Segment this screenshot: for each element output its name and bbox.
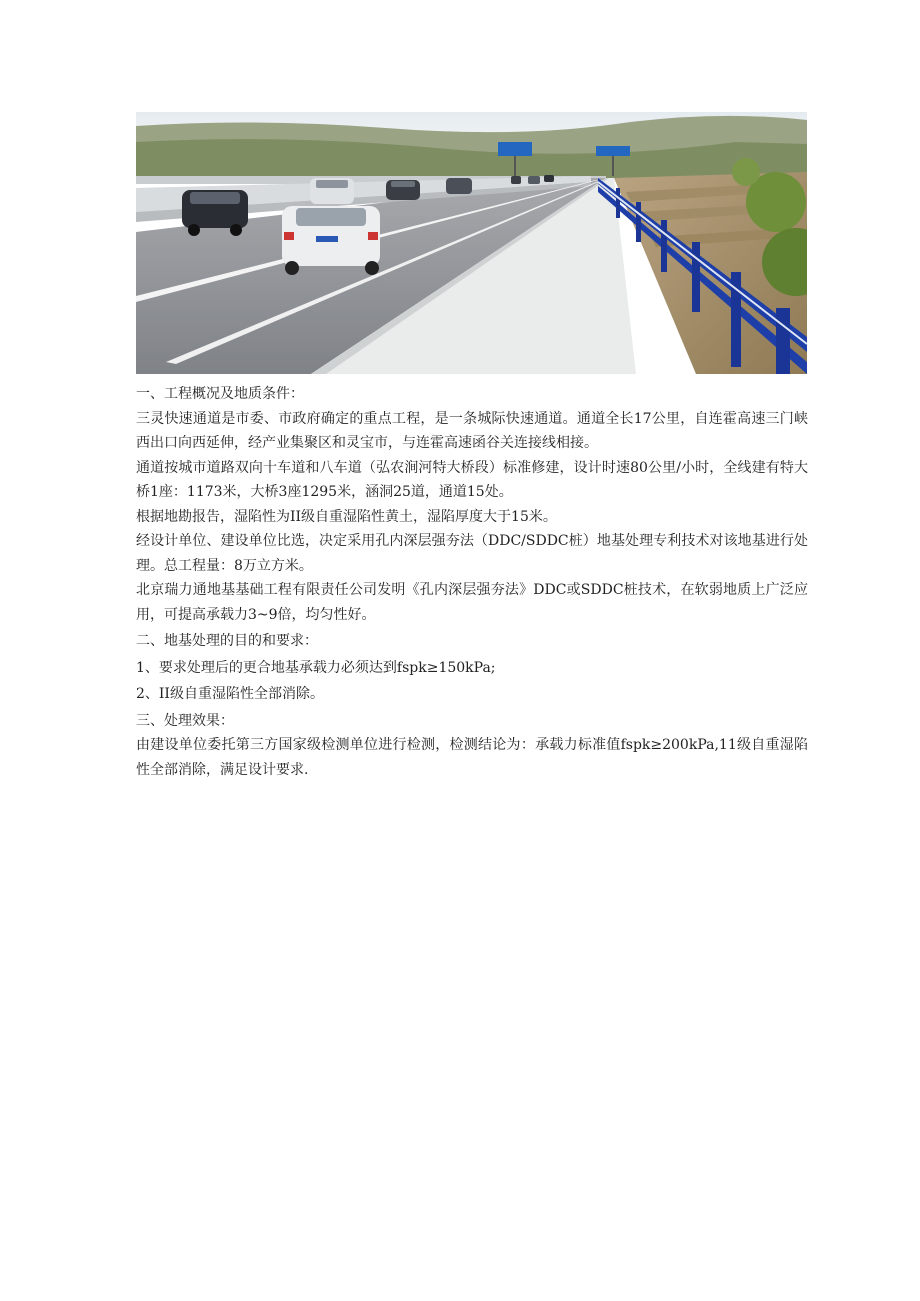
section-heading-results: 三、处理效果： [136, 712, 234, 729]
paragraph-project-intro: 三灵快速通道是市委、市政府确定的重点工程，是一条城际快速通道。通道全长17公里，自连霍高速三门峡西出口向西延伸，经产业集聚区和灵宝市，与连霍高速函谷关连接线相接。 [136, 410, 808, 451]
document-body [136, 382, 808, 782]
highway-bridge-photo [136, 112, 807, 374]
paragraph-results: 由建设单位委托第三方国家级检测单位进行检测，检测结论为：承载力标准值fspk≥200kPa,11级自重湿陷性全部消除，满足设计要求. [136, 737, 808, 778]
paragraph-geology: 根据地勘报告，湿陷性为II级自重湿陷性黄土，湿陷厚度大于15米。 [136, 508, 557, 525]
document-page [136, 112, 808, 782]
paragraph-company: 北京瑞力通地基基础工程有限责任公司发明《孔内深层强夯法》DDC或SDDC桩技术，在软弱地质上广泛应用，可提高承载力3~9倍，均匀性好。 [136, 582, 808, 623]
section-heading-purpose: 二、地基处理的目的和要求： [136, 633, 318, 649]
paragraph-treatment-method: 经设计单位、建设单位比选，决定采用孔内深层强夯法（DDC/SDDC桩）地基处理专利技术对该地基进行处理。总工程量：8万立方米。 [136, 533, 808, 574]
section-heading-overview: 一、工程概况及地质条件： [136, 386, 304, 402]
paragraph-road-spec: 通道按城市道路双向十车道和八车道（弘农涧河特大桥段）标准修建，设计时速80公里/小时，全线建有特大桥1座：1173米，大桥3座1295米，涵洞25道，通道15处。 [136, 459, 808, 500]
requirement-item-1: 1、要求处理后的更合地基承载力必须达到fspk≥150kPa; [136, 659, 496, 676]
requirement-item-2: 2、II级自重湿陷性全部消除。 [136, 686, 324, 702]
